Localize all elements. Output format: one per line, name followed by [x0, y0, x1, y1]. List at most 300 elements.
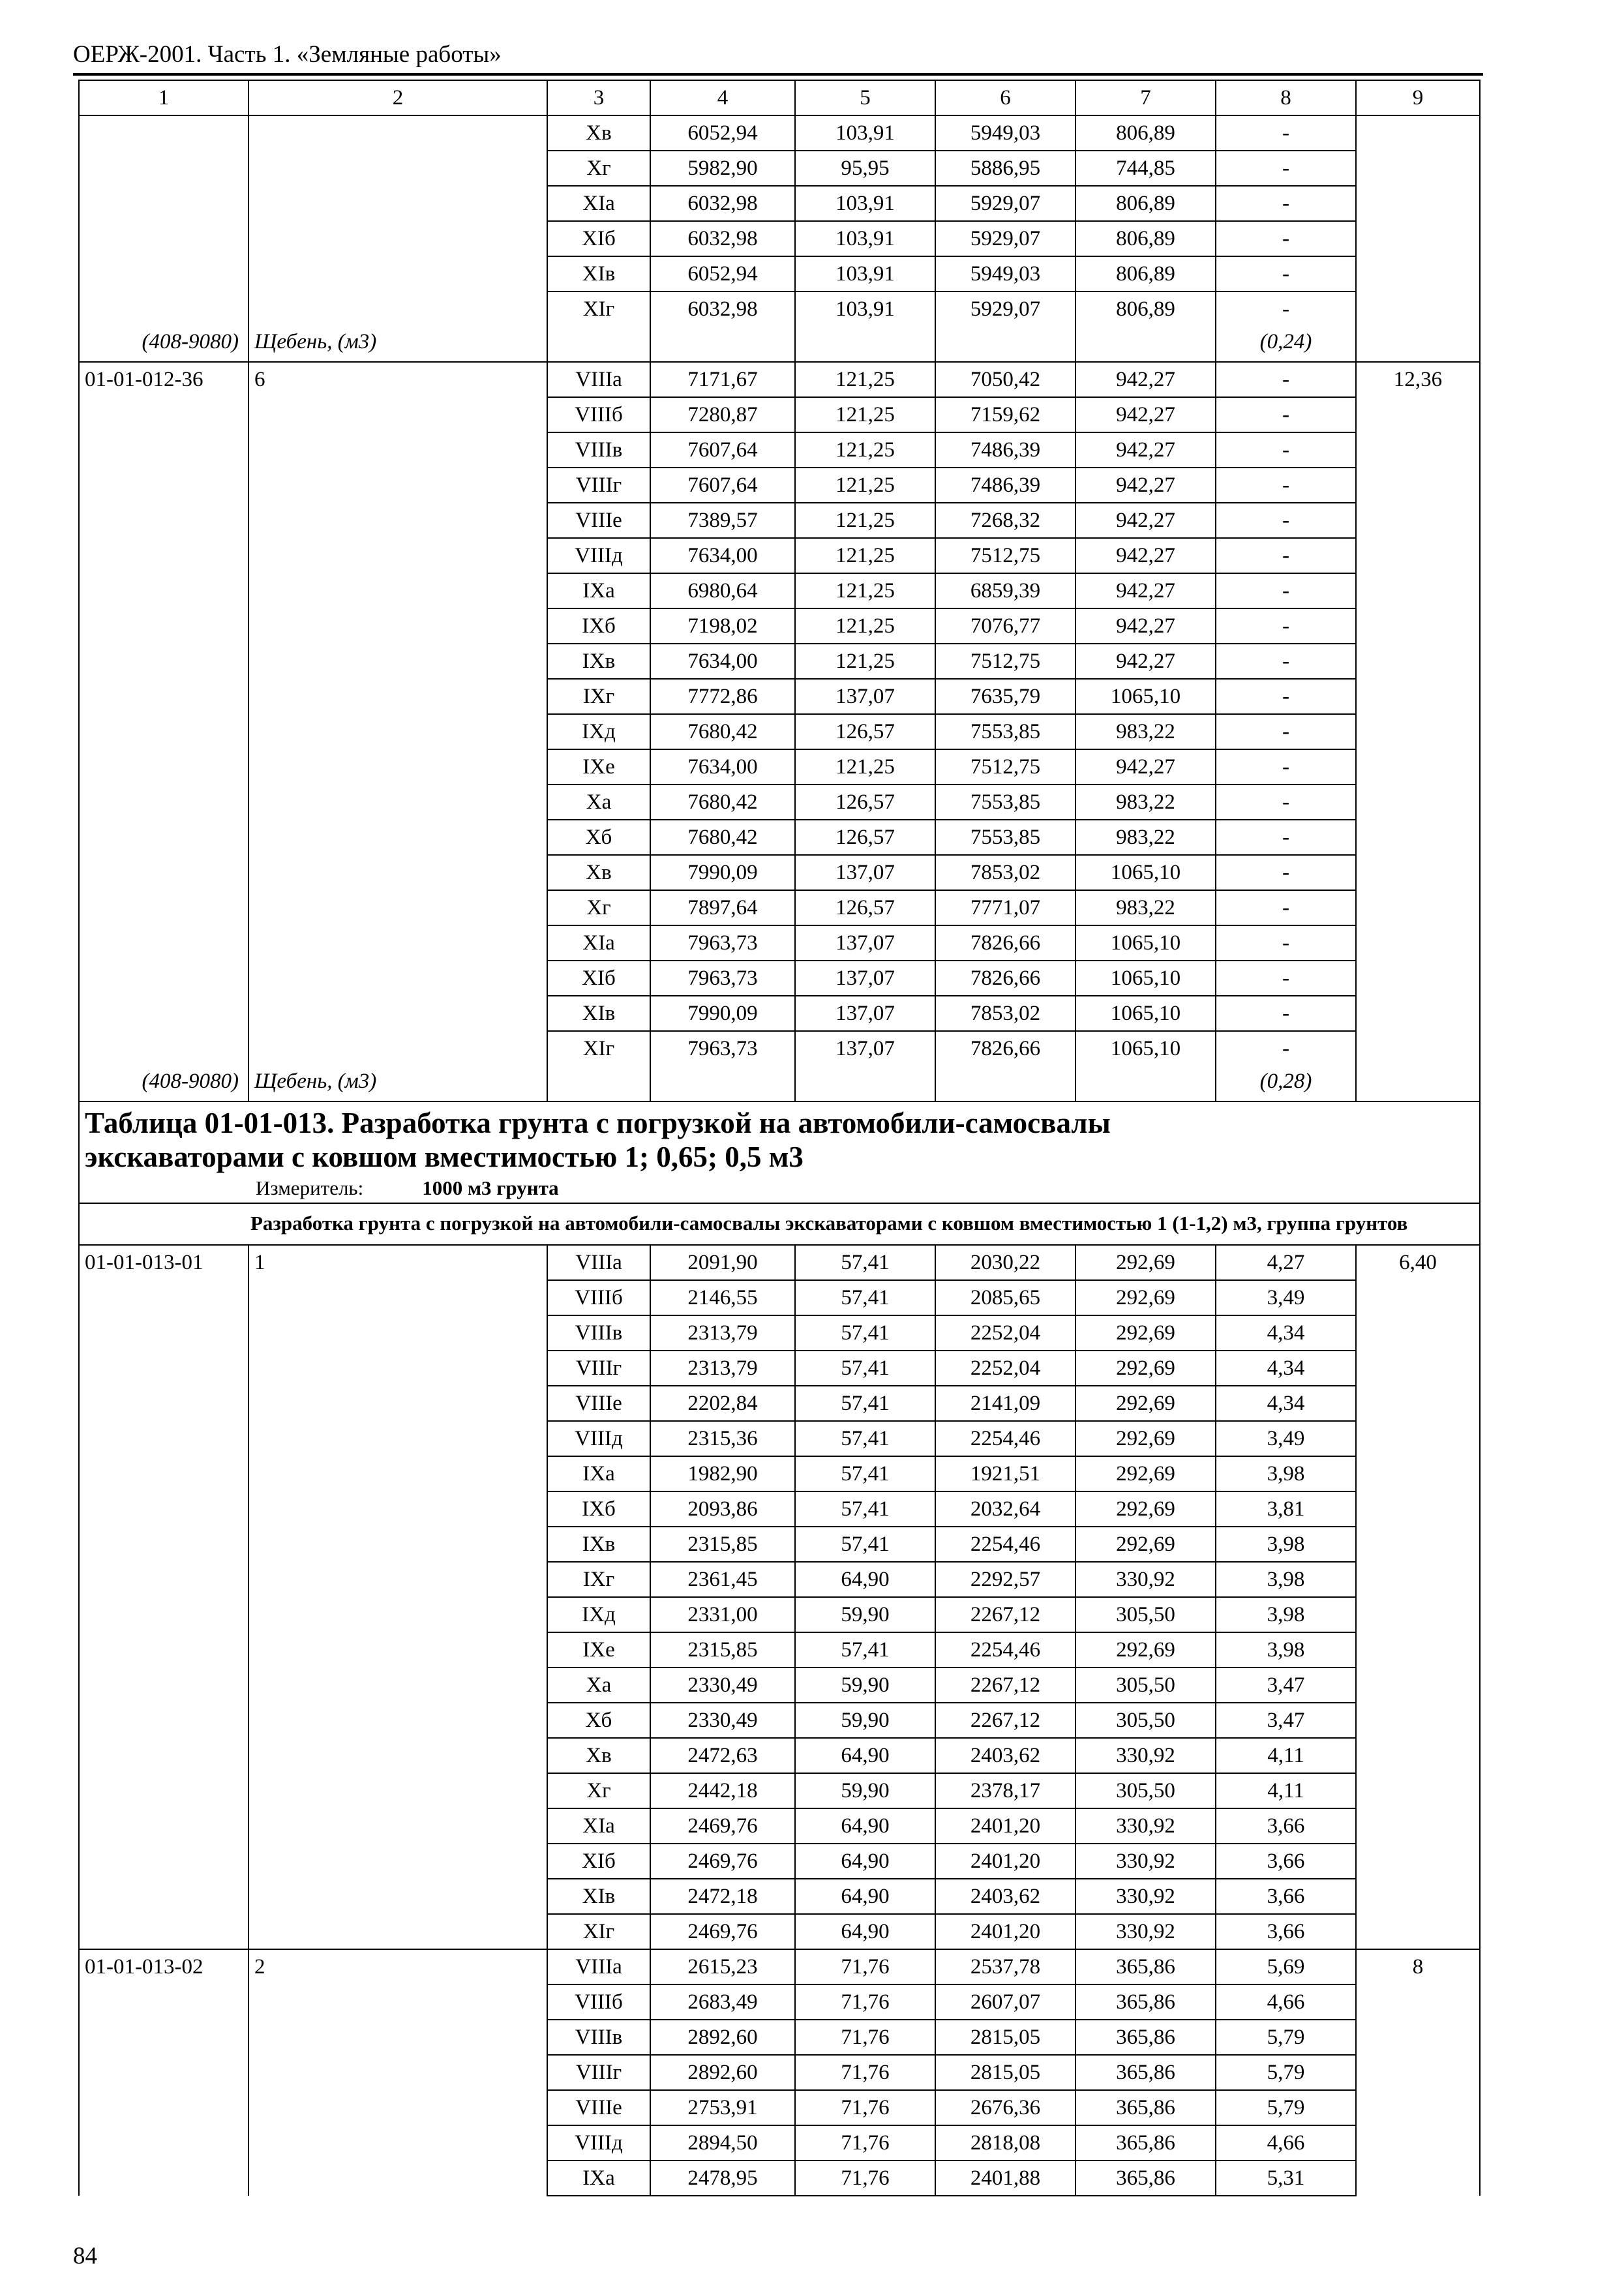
- materials: [1216, 292, 1356, 362]
- total-cost: 7634,00: [650, 538, 795, 573]
- soil-group: Хб: [547, 820, 650, 855]
- rate-code: 01-01-012-36: [85, 368, 203, 391]
- materials-value: -: [1282, 1037, 1289, 1060]
- machine-cost: 2030,22: [935, 1245, 1075, 1280]
- wages: 137,07: [795, 925, 935, 961]
- machine-cost: 2032,64: [935, 1491, 1075, 1527]
- total-cost: 7680,42: [650, 820, 795, 855]
- driver-wages: 365,86: [1075, 1984, 1216, 2020]
- driver-wages: 365,86: [1075, 2125, 1216, 2161]
- total-cost: 7990,09: [650, 855, 795, 890]
- materials: 5,31: [1216, 2161, 1356, 2196]
- soil-group: VIIIг: [547, 468, 650, 503]
- item-number-cell: [248, 1949, 547, 2196]
- driver-wages: 365,86: [1075, 2055, 1216, 2090]
- resource-quantity: (0,24): [1259, 330, 1312, 353]
- driver-wages: 806,89: [1075, 256, 1216, 292]
- machine-cost: 2403,62: [935, 1738, 1075, 1773]
- driver-wages: 983,22: [1075, 820, 1216, 855]
- wages: 71,76: [795, 2125, 935, 2161]
- wages: 103,91: [795, 256, 935, 292]
- total-cost: 2615,23: [650, 1949, 795, 1984]
- wages: 126,57: [795, 820, 935, 855]
- machine-cost: 2401,20: [935, 1808, 1075, 1844]
- driver-wages: 942,27: [1075, 397, 1216, 432]
- total-cost: 2091,90: [650, 1245, 795, 1280]
- materials: 3,66: [1216, 1844, 1356, 1879]
- total-cost: 7963,73: [650, 925, 795, 961]
- machine-cost: 7553,85: [935, 785, 1075, 820]
- rate-code-cell: [79, 115, 248, 362]
- soil-group: IXд: [547, 1597, 650, 1632]
- soil-group: Хб: [547, 1703, 650, 1738]
- machine-cost: 7553,85: [935, 714, 1075, 749]
- soil-group: VIIIв: [547, 2020, 650, 2055]
- total-cost: 2146,55: [650, 1280, 795, 1315]
- driver-wages: 983,22: [1075, 714, 1216, 749]
- item-number: 1: [254, 1251, 265, 1274]
- soil-group: Хг: [547, 890, 650, 925]
- soil-group: IXе: [547, 749, 650, 785]
- wages: 64,90: [795, 1844, 935, 1879]
- total-cost: 7198,02: [650, 608, 795, 644]
- wages: 57,41: [795, 1527, 935, 1562]
- soil-group: VIIIа: [547, 1245, 650, 1280]
- wages: 64,90: [795, 1738, 935, 1773]
- table-row: [79, 362, 1480, 397]
- driver-wages: 365,86: [1075, 2020, 1216, 2055]
- machine-cost: 7268,32: [935, 503, 1075, 538]
- column-number-5: 5: [795, 80, 935, 115]
- machine-cost: 1921,51: [935, 1456, 1075, 1491]
- wages: 59,90: [795, 1773, 935, 1808]
- driver-wages: 942,27: [1075, 749, 1216, 785]
- wages: 103,91: [795, 186, 935, 221]
- driver-wages: 365,86: [1075, 1949, 1216, 1984]
- total-cost: 7634,00: [650, 749, 795, 785]
- machine-cost: 2676,36: [935, 2090, 1075, 2125]
- materials: 3,98: [1216, 1562, 1356, 1597]
- materials: 3,47: [1216, 1668, 1356, 1703]
- total-cost: 6052,94: [650, 256, 795, 292]
- soil-group: VIIIб: [547, 1280, 650, 1315]
- driver-wages: 330,92: [1075, 1738, 1216, 1773]
- price-table: [78, 80, 1481, 2196]
- machine-cost: 2401,20: [935, 1844, 1075, 1879]
- materials: -: [1216, 644, 1356, 679]
- header-rule: [73, 73, 1483, 76]
- wages: 126,57: [795, 714, 935, 749]
- subsection-title: Разработка грунта с погрузкой на автомобили-самосвалы экскаваторами с ковшом вместимостью 1 (1-1,2) м3, группа грунтов: [79, 1203, 1480, 1245]
- materials: 5,79: [1216, 2055, 1356, 2090]
- materials: -: [1216, 503, 1356, 538]
- machine-cost: 5949,03: [935, 256, 1075, 292]
- materials: 3,66: [1216, 1808, 1356, 1844]
- machine-cost: 2815,05: [935, 2055, 1075, 2090]
- materials: 4,27: [1216, 1245, 1356, 1280]
- materials: -: [1216, 186, 1356, 221]
- driver-wages: 292,69: [1075, 1491, 1216, 1527]
- materials: -: [1216, 785, 1356, 820]
- total-cost: 2315,85: [650, 1632, 795, 1668]
- machine-cost: 2252,04: [935, 1351, 1075, 1386]
- wages: 121,25: [795, 573, 935, 608]
- materials: 3,98: [1216, 1597, 1356, 1632]
- wages: 59,90: [795, 1668, 935, 1703]
- measure-label: Измеритель:: [256, 1176, 364, 1199]
- total-cost: 7680,42: [650, 714, 795, 749]
- wages: 57,41: [795, 1456, 935, 1491]
- wages: 71,76: [795, 2055, 935, 2090]
- soil-group: VIIIд: [547, 538, 650, 573]
- total-cost: 7963,73: [650, 1031, 795, 1101]
- total-cost: 2892,60: [650, 2020, 795, 2055]
- machine-cost: 2537,78: [935, 1949, 1075, 1984]
- materials: -: [1216, 151, 1356, 186]
- machine-cost: 2085,65: [935, 1280, 1075, 1315]
- wages: 57,41: [795, 1245, 935, 1280]
- wages: 95,95: [795, 151, 935, 186]
- machine-cost: 2378,17: [935, 1773, 1075, 1808]
- materials: 4,34: [1216, 1315, 1356, 1351]
- wages: 121,25: [795, 397, 935, 432]
- soil-group: IXа: [547, 2161, 650, 2196]
- resource-quantity: (0,28): [1259, 1070, 1312, 1093]
- driver-wages: 292,69: [1075, 1456, 1216, 1491]
- driver-wages: 292,69: [1075, 1351, 1216, 1386]
- item-number: 2: [254, 1955, 265, 1979]
- rate-code-cell: [79, 1949, 248, 2196]
- machine-cost: 7486,39: [935, 432, 1075, 468]
- machine-cost: 7771,07: [935, 890, 1075, 925]
- driver-wages: 983,22: [1075, 785, 1216, 820]
- total-cost: 2313,79: [650, 1315, 795, 1351]
- wages: 57,41: [795, 1315, 935, 1351]
- materials: -: [1216, 468, 1356, 503]
- machine-cost: 7853,02: [935, 855, 1075, 890]
- machine-cost: 2254,46: [935, 1632, 1075, 1668]
- total-cost: 2315,85: [650, 1527, 795, 1562]
- soil-group: VIIIв: [547, 432, 650, 468]
- wages: 121,25: [795, 538, 935, 573]
- wages: 59,90: [795, 1597, 935, 1632]
- table-row: [79, 1245, 1480, 1280]
- materials: -: [1216, 996, 1356, 1031]
- soil-group: XIг: [547, 1031, 650, 1101]
- soil-group: IXе: [547, 1632, 650, 1668]
- total-cost: 2330,49: [650, 1703, 795, 1738]
- soil-group: VIIIг: [547, 2055, 650, 2090]
- wages: 57,41: [795, 1491, 935, 1527]
- driver-wages: 806,89: [1075, 115, 1216, 151]
- column-number-6: 6: [935, 80, 1075, 115]
- machine-cost: 2403,62: [935, 1879, 1075, 1914]
- column-number-9: 9: [1356, 80, 1480, 115]
- driver-wages: 1065,10: [1075, 996, 1216, 1031]
- materials: -: [1216, 362, 1356, 397]
- materials: -: [1216, 714, 1356, 749]
- total-cost: 7680,42: [650, 785, 795, 820]
- machine-cost: 2401,20: [935, 1914, 1075, 1949]
- labor-cost-cell: 8: [1356, 1949, 1480, 2196]
- wages: 121,25: [795, 503, 935, 538]
- driver-wages: 292,69: [1075, 1386, 1216, 1421]
- soil-group: VIIIе: [547, 2090, 650, 2125]
- driver-wages: 292,69: [1075, 1245, 1216, 1280]
- soil-group: IXа: [547, 573, 650, 608]
- soil-group: VIIIе: [547, 503, 650, 538]
- driver-wages: 806,89: [1075, 221, 1216, 256]
- driver-wages: 942,27: [1075, 538, 1216, 573]
- resource-name: Щебень, (м3): [254, 330, 377, 353]
- total-cost: 7280,87: [650, 397, 795, 432]
- machine-cost: 7159,62: [935, 397, 1075, 432]
- soil-group: XIв: [547, 996, 650, 1031]
- materials: 3,49: [1216, 1421, 1356, 1456]
- soil-group: Хв: [547, 855, 650, 890]
- machine-cost: 7826,66: [935, 925, 1075, 961]
- driver-wages: 292,69: [1075, 1280, 1216, 1315]
- machine-cost: 2292,57: [935, 1562, 1075, 1597]
- machine-cost: 7826,66: [935, 961, 1075, 996]
- total-cost: 2753,91: [650, 2090, 795, 2125]
- column-number-8: 8: [1216, 80, 1356, 115]
- driver-wages: 1065,10: [1075, 925, 1216, 961]
- soil-group: XIа: [547, 186, 650, 221]
- wages: 137,07: [795, 996, 935, 1031]
- driver-wages: 330,92: [1075, 1844, 1216, 1879]
- total-cost: 2313,79: [650, 1351, 795, 1386]
- materials: 4,11: [1216, 1773, 1356, 1808]
- total-cost: 6980,64: [650, 573, 795, 608]
- soil-group: VIIIа: [547, 1949, 650, 1984]
- machine-cost: 7486,39: [935, 468, 1075, 503]
- wages: 64,90: [795, 1562, 935, 1597]
- soil-group: XIб: [547, 961, 650, 996]
- driver-wages: 330,92: [1075, 1879, 1216, 1914]
- machine-cost: 7512,75: [935, 538, 1075, 573]
- machine-cost: 5949,03: [935, 115, 1075, 151]
- driver-wages: 365,86: [1075, 2161, 1216, 2196]
- driver-wages: 305,50: [1075, 1773, 1216, 1808]
- driver-wages: 330,92: [1075, 1914, 1216, 1949]
- machine-cost: 7853,02: [935, 996, 1075, 1031]
- column-number-7: 7: [1075, 80, 1216, 115]
- total-cost: 7389,57: [650, 503, 795, 538]
- materials: -: [1216, 115, 1356, 151]
- wages: 121,25: [795, 362, 935, 397]
- driver-wages: 1065,10: [1075, 961, 1216, 996]
- machine-cost: 5929,07: [935, 186, 1075, 221]
- wages: 121,25: [795, 608, 935, 644]
- labor-cost-cell: [1356, 115, 1480, 362]
- resource-name: Щебень, (м3): [254, 1070, 377, 1093]
- driver-wages: 744,85: [1075, 151, 1216, 186]
- table-section-title-row: [79, 1101, 1480, 1203]
- total-cost: 6032,98: [650, 221, 795, 256]
- wages: 103,91: [795, 221, 935, 256]
- soil-group: VIIIд: [547, 1421, 650, 1456]
- machine-cost: 7635,79: [935, 679, 1075, 714]
- materials: -: [1216, 890, 1356, 925]
- wages: 71,76: [795, 2090, 935, 2125]
- total-cost: 7897,64: [650, 890, 795, 925]
- soil-group: IXв: [547, 644, 650, 679]
- soil-group: XIв: [547, 1879, 650, 1914]
- soil-group: IXг: [547, 679, 650, 714]
- machine-cost: 2267,12: [935, 1668, 1075, 1703]
- total-cost: 2894,50: [650, 2125, 795, 2161]
- total-cost: 2093,86: [650, 1491, 795, 1527]
- wages: 71,76: [795, 1949, 935, 1984]
- soil-group: XIг: [547, 1914, 650, 1949]
- soil-group: VIIIв: [547, 1315, 650, 1351]
- driver-wages: 1065,10: [1075, 855, 1216, 890]
- driver-wages: 942,27: [1075, 644, 1216, 679]
- column-number-4: 4: [650, 80, 795, 115]
- materials: 3,81: [1216, 1491, 1356, 1527]
- soil-group: IXв: [547, 1527, 650, 1562]
- wages: 64,90: [795, 1879, 935, 1914]
- wages: 64,90: [795, 1914, 935, 1949]
- item-number-cell: [248, 1245, 547, 1949]
- machine-cost: 5886,95: [935, 151, 1075, 186]
- materials: 3,98: [1216, 1632, 1356, 1668]
- document-header: ОЕРЖ-2001. Часть 1. «Земляные работы»: [73, 41, 502, 68]
- materials: 4,66: [1216, 1984, 1356, 2020]
- soil-group: IXа: [547, 1456, 650, 1491]
- driver-wages: 942,27: [1075, 362, 1216, 397]
- materials: -: [1216, 679, 1356, 714]
- driver-wages: 292,69: [1075, 1527, 1216, 1562]
- driver-wages: 942,27: [1075, 608, 1216, 644]
- materials: -: [1216, 573, 1356, 608]
- driver-wages: 305,50: [1075, 1597, 1216, 1632]
- total-cost: 2469,76: [650, 1808, 795, 1844]
- driver-wages: 292,69: [1075, 1315, 1216, 1351]
- rate-code-cell: [79, 1245, 248, 1949]
- column-number-2: 2: [248, 80, 547, 115]
- labor-cost-cell: 6,40: [1356, 1245, 1480, 1949]
- materials: [1216, 1031, 1356, 1101]
- machine-cost: 7512,75: [935, 644, 1075, 679]
- materials: -: [1216, 925, 1356, 961]
- wages: 57,41: [795, 1421, 935, 1456]
- wages: 137,07: [795, 855, 935, 890]
- total-cost: 6052,94: [650, 115, 795, 151]
- page-number: 84: [73, 2243, 97, 2269]
- soil-group: Ха: [547, 1668, 650, 1703]
- total-cost: 2683,49: [650, 1984, 795, 2020]
- wages: 57,41: [795, 1280, 935, 1315]
- wages: 71,76: [795, 1984, 935, 2020]
- materials: -: [1216, 749, 1356, 785]
- total-cost: 7607,64: [650, 432, 795, 468]
- soil-group: VIIIб: [547, 1984, 650, 2020]
- total-cost: 7634,00: [650, 644, 795, 679]
- soil-group: XIв: [547, 256, 650, 292]
- total-cost: 2202,84: [650, 1386, 795, 1421]
- soil-group: Хг: [547, 1773, 650, 1808]
- wages: 103,91: [795, 115, 935, 151]
- soil-group: VIIIе: [547, 1386, 650, 1421]
- materials: 3,98: [1216, 1456, 1356, 1491]
- wages: 59,90: [795, 1703, 935, 1738]
- total-cost: 2478,95: [650, 2161, 795, 2196]
- wages: 126,57: [795, 785, 935, 820]
- machine-cost: 7050,42: [935, 362, 1075, 397]
- soil-group: VIIIб: [547, 397, 650, 432]
- materials: -: [1216, 820, 1356, 855]
- driver-wages: 292,69: [1075, 1421, 1216, 1456]
- total-cost: 1982,90: [650, 1456, 795, 1491]
- driver-wages: 983,22: [1075, 890, 1216, 925]
- materials: 5,79: [1216, 2020, 1356, 2055]
- driver-wages: 330,92: [1075, 1562, 1216, 1597]
- soil-group: XIа: [547, 925, 650, 961]
- machine-cost: 2818,08: [935, 2125, 1075, 2161]
- total-cost: 5982,90: [650, 151, 795, 186]
- wages: 121,25: [795, 468, 935, 503]
- materials: 4,34: [1216, 1386, 1356, 1421]
- driver-wages: 806,89: [1075, 186, 1216, 221]
- driver-wages: 330,92: [1075, 1808, 1216, 1844]
- total-cost: 6032,98: [650, 292, 795, 362]
- table-title-cell: [79, 1101, 1480, 1203]
- resource-code: (408-9080): [142, 330, 239, 353]
- item-number-cell: [248, 115, 547, 362]
- wages: 64,90: [795, 1808, 935, 1844]
- total-cost: 2361,45: [650, 1562, 795, 1597]
- materials: 5,79: [1216, 2090, 1356, 2125]
- wages: 103,91: [795, 292, 935, 362]
- wages: 121,25: [795, 749, 935, 785]
- wages: 57,41: [795, 1632, 935, 1668]
- total-cost: 2892,60: [650, 2055, 795, 2090]
- measure-value: 1000 м3 грунта: [422, 1176, 559, 1199]
- materials: -: [1216, 397, 1356, 432]
- materials: 5,69: [1216, 1949, 1356, 1984]
- total-cost: 7772,86: [650, 679, 795, 714]
- driver-wages: 292,69: [1075, 1632, 1216, 1668]
- machine-cost: 5929,07: [935, 292, 1075, 362]
- wages: 71,76: [795, 2020, 935, 2055]
- materials: 3,49: [1216, 1280, 1356, 1315]
- total-cost: 2472,63: [650, 1738, 795, 1773]
- machine-cost: 2141,09: [935, 1386, 1075, 1421]
- rate-code: 01-01-013-01: [85, 1251, 203, 1274]
- rate-code-cell: [79, 362, 248, 1101]
- machine-cost: 2607,07: [935, 1984, 1075, 2020]
- machine-cost: 2254,46: [935, 1527, 1075, 1562]
- wages: 137,07: [795, 1031, 935, 1101]
- materials: 4,11: [1216, 1738, 1356, 1773]
- machine-cost: 2254,46: [935, 1421, 1075, 1456]
- driver-wages: 942,27: [1075, 573, 1216, 608]
- column-number-1: 1: [79, 80, 248, 115]
- subsection-title-row: [79, 1203, 1480, 1245]
- total-cost: 2469,76: [650, 1844, 795, 1879]
- soil-group: XIа: [547, 1808, 650, 1844]
- column-number-3: 3: [547, 80, 650, 115]
- materials: 3,66: [1216, 1879, 1356, 1914]
- soil-group: VIIIа: [547, 362, 650, 397]
- driver-wages: 942,27: [1075, 503, 1216, 538]
- total-cost: 7171,67: [650, 362, 795, 397]
- machine-cost: 2401,88: [935, 2161, 1075, 2196]
- machine-cost: 7076,77: [935, 608, 1075, 644]
- machine-cost: 7826,66: [935, 1031, 1075, 1101]
